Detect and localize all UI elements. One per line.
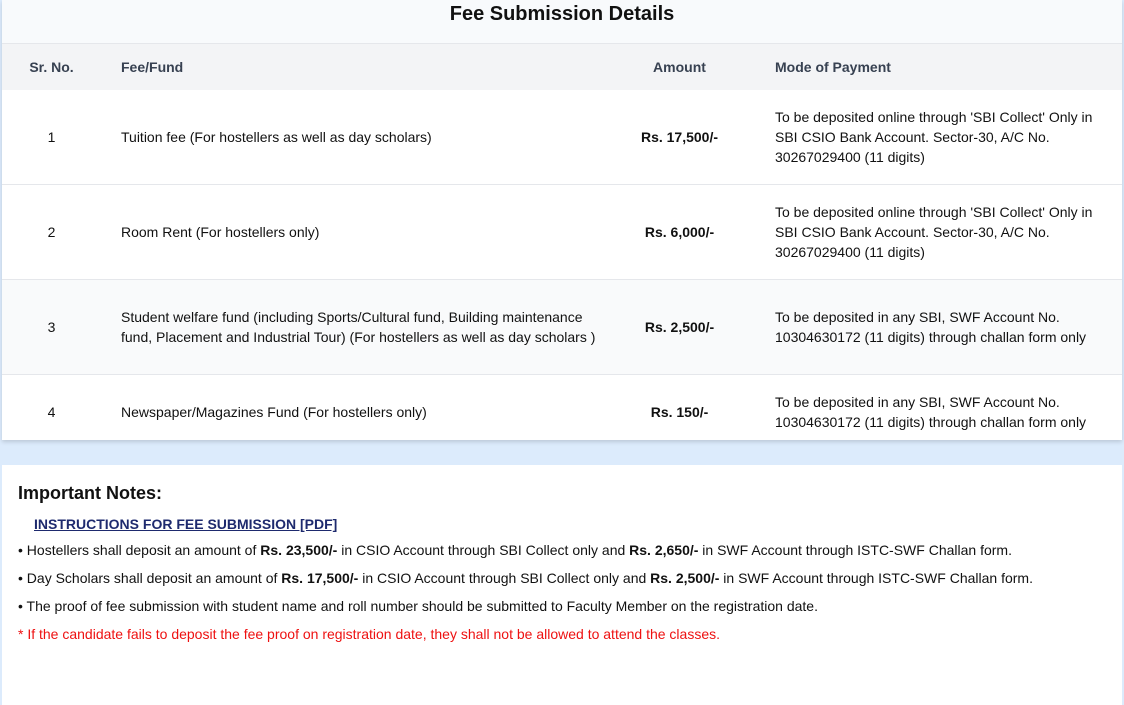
fee-table-card: [2, 0, 1122, 440]
important-notes: [2, 465, 1122, 705]
note-amount: Rs. 17,500/-: [281, 570, 359, 586]
note-amount: Rs. 2,500/-: [650, 570, 720, 586]
note-amount: Rs. 2,650/-: [629, 542, 699, 558]
amount-cell: Rs. 2,500/-: [602, 280, 757, 375]
fee-cell: Student welfare fund (including Sports/Cultural fund, Building maintenance fund, Placement and Industrial Tour) (For hostellers as well as day scholars ): [101, 280, 602, 375]
mode-cell: To be deposited in any SBI, SWF Account No. 10304630172 (11 digits) through challan form only: [757, 280, 1122, 375]
table-row: [2, 280, 1122, 375]
note-hostellers: [18, 540, 1106, 560]
warning-note: * If the candidate fails to deposit the fee proof on registration date, they shall not be allowed to attend the classes.: [18, 626, 721, 642]
amount-cell: Rs. 17,500/-: [602, 90, 757, 185]
table-row: [2, 375, 1122, 450]
fee-cell: Room Rent (For hostellers only): [101, 185, 602, 280]
sr-cell: 4: [47, 404, 56, 420]
table-row: [2, 185, 1122, 280]
header-fee: Fee/Fund: [101, 44, 602, 90]
table-title: Fee Submission Details: [2, 0, 1122, 44]
fee-cell: Tuition fee (For hostellers as well as day scholars): [101, 90, 602, 185]
note-text: • Hostellers shall deposit an amount of: [18, 542, 261, 558]
mode-cell: To be deposited online through 'SBI Collect' Only in SBI CSIO Bank Account. Sector-30, A/C No. 30267029400 (11 digits): [757, 90, 1122, 185]
header-sr: Sr. No.: [2, 44, 101, 90]
fee-table: [2, 44, 1122, 449]
sr-cell: 2: [2, 185, 101, 280]
note-amount: Rs. 23,500/-: [260, 542, 338, 558]
amount-cell: Rs. 6,000/-: [602, 185, 757, 280]
note-text: • Day Scholars shall deposit an amount of: [18, 570, 282, 586]
note-proof: • The proof of fee submission with student name and roll number should be submitted to Faculty Member on the registration date.: [18, 598, 818, 614]
note-day-scholars: [18, 568, 1106, 588]
note-text: in SWF Account through ISTC-SWF Challan form.: [698, 542, 1012, 558]
note-text: in CSIO Account through SBI Collect only and: [358, 570, 651, 586]
mode-cell: To be deposited online through 'SBI Collect' Only in SBI CSIO Bank Account. Sector-30, A/C No. 30267029400 (11 digits): [757, 185, 1122, 280]
sr-cell: 1: [2, 90, 101, 185]
note-text: in SWF Account through ISTC-SWF Challan form.: [719, 570, 1033, 586]
fee-cell: Newspaper/Magazines Fund (For hostellers only): [121, 404, 427, 420]
note-text: in CSIO Account through SBI Collect only and: [337, 542, 630, 558]
table-row: [2, 90, 1122, 185]
header-amount: Amount: [602, 44, 757, 90]
mode-cell: To be deposited in any SBI, SWF Account No. 10304630172 (11 digits) through challan form only: [775, 394, 1087, 430]
sr-cell: 3: [2, 280, 101, 375]
notes-heading: Important Notes:: [18, 483, 162, 503]
amount-cell: Rs. 150/-: [650, 404, 709, 420]
header-mode: Mode of Payment: [757, 44, 1122, 90]
fee-instructions-pdf-link[interactable]: INSTRUCTIONS FOR FEE SUBMISSION [PDF]: [34, 516, 338, 532]
